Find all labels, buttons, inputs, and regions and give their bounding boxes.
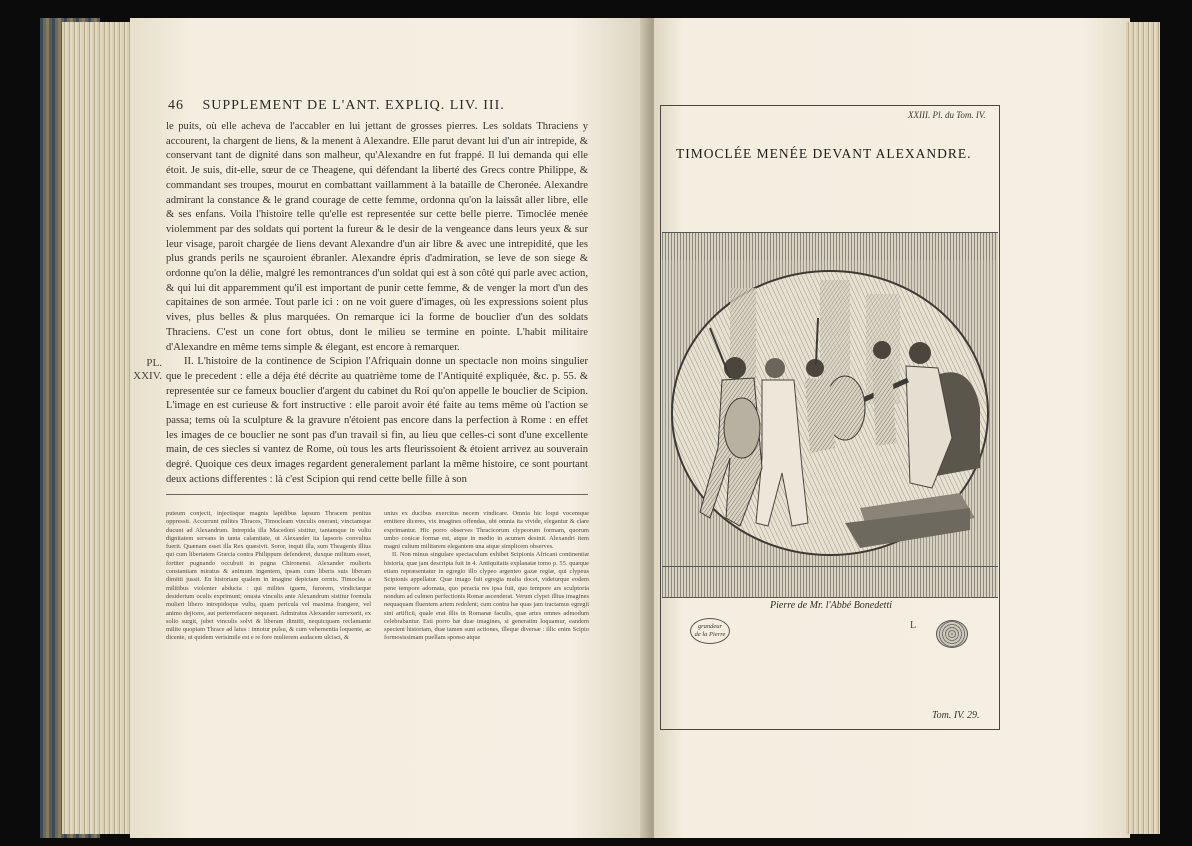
french-body-text [166, 120, 588, 488]
latin-column-right [384, 510, 589, 643]
cartouche-line: de la Pierre [694, 631, 726, 638]
page-edges-right [1126, 22, 1160, 834]
body-paragraph: le puits, où elle acheva de l'accabler en lui jettant de grosses pierres. Les soldats Thraciens y accourent, la chargent de liens, & la menent à Alexandre. Elle parut devant lui d'un air intrepide, & conservant tant de dignité dans son malheur, qu'Alexandre en fut frappé. Il lui demanda qui elle étoit. Je suis, dit-elle, sœur de ce Theagene, qui défendant la liberté des Grecs contre Philippe, & commandant ses troupes, mourut en combattant vaillamment à la bataille de Cheronée. Alexandre admirant la constance & le grand courage de cette femme, ordonna qu'on la laissât aller libre, elle & ses enfans. Voila l'histoire telle qu'elle est representée sur cette belle pierre. Timoclée menée violemment par des soldats qui portent la fureur & le desir de la vengeance dans leurs yeux & sur leur visage, paroit chargée de liens devant Alexandre d'un air libre & avec une intrepidité, que les plus grands perils ne sçauroient ébranler. Alexandre épris d'admiration, se leve de son siege & ordonne qu'on la délie, malgré les remontrances d'un soldat qui est à son côté qui parle avec action, & qui lui dit apparemment qu'il est important de punir cette femme, & de venger la mort d'un des capitaines de son armée. Tout parle ici : on ne voit guere d'images, où les expressions soient plus vives, plus belles & plus marquées. On remarque ici la forme de bouclier d'un des soldats Thraciens. C'est un cone fort obtus, dont le milieu se termine en pointe. L'habit militaire d'Alexandre en même tems simple & élegant, est encore à remarquer. [166, 121, 588, 353]
latin-paragraph: unius ex ducibus exercitus necem vindicare. Omnia hic loqui vocemque emittere diceres, vix imagines offendas, ubi omnia ita vivide, elegantur & clare exprimantur. Hic porro observes Thracicorum clypeorum formam, quorum umbo conicæ formæ est, atque in medio in acumen desinit. Alexandri item magni cultum militarem elegantem una atque simplicem observes. [384, 510, 589, 551]
footnote-rule [166, 494, 588, 495]
plate-caption: Pierre de Mr. l'Abbé Bonedetti [770, 600, 893, 611]
plate-title: TIMOCLÉE MENÉE DEVANT ALEXANDRE. [676, 146, 972, 161]
plate-top-band [662, 232, 998, 262]
running-head-title: SUPPLEMENT DE L'ANT. EXPLIQ. LIV. III. [202, 98, 505, 113]
page-number: 46 [168, 98, 184, 113]
margin-note-line: PL. [146, 357, 162, 369]
plate-margin-note [124, 357, 162, 383]
plate-reference: XXIII. Pl. du Tom. IV. [908, 110, 986, 120]
running-header [168, 98, 588, 114]
volume-page-reference: Tom. IV. 29. [932, 710, 980, 721]
gem-seal-image [936, 620, 968, 648]
latin-column-left [166, 510, 371, 643]
size-cartouche [690, 618, 730, 644]
oval-medallion [670, 268, 990, 558]
latin-paragraph: II. Non minus singulare spectaculum exhibet Scipionis Africani continentiæ historia, quæ jam descripta fuit in 4. Antiquitatis explanatæ tomo p. 55. quæque etiam repræsentatur in egregio illo clypeo argenteo gazæ regiæ, qui clypeus Scipionis appellatur. Quæ imago fuit egregia multa docet, videturque eodem pene tempore adornata, quo peracta res ipsa fuit, quo tempore ars sculptoria nondum ad culmen perfectionis Romæ ascenderat. Verum clypei illius imagines nequaquam fluentem artem redolent; cum contra hæ quas jam tractamus egregii sint artificii, quale erat illis in Romanæ faculis, quæ artes omnes admodum celebrabantur. Esti porro hæ duæ imagines, si generatim loquamur, eandem spectent historiam, duæ tamen sunt actiones, illeque diversæ : illic enim Scipio formosissimam puellam sponso atque [384, 551, 589, 642]
margin-note-line: XXIV. [133, 370, 162, 382]
engraving-scene [662, 260, 998, 566]
page-edges-left [62, 22, 132, 834]
body-paragraph: II. L'histoire de la continence de Scipion l'Afriquain donne un spectacle non moins singulier que le precedent : elle a déja été décrite au quatrième tome de l'Antiquité expliquée, &c. p. 55. & representée sur ce fameux bouclier d'argent du cabinet du Roi qu'on appelle le bouclier de Scipion. L'image en est curieuse & fort instructive : elle paroit avoir été faite au tems même où l'action se passa; tems où la sculpture & la gravure n'étoient pas encore dans la perfection à Rome : en effet les images de ce bouclier ne sont pas d'un travail si fin, au lieu que celles-ci sont d'une excellente main, de ces siecles si vantez de Rome, où tous les arts fleurissoient & étoient arrivez au souverain degré. Quoique ces deux images regardent generalement parlant la même histoire, ce sont pourtant deux actions differentes : là c'est Scipion qui rend cette belle fille à son [166, 356, 588, 485]
plate-bottom-band [662, 566, 998, 598]
latin-paragraph: puteum conjecit, injectisque magnis lapidibus lapsum Thracem penitus oppressit. Accurrunt milites Thraces, Timocleam vinculis onerant, vinctamque ducunt ad Alexandrum. Intrepida illa Macedoni sistitur, tantamque in vultu dignitatem servans in tanta calamitate, ut Alexander ita lapsoris convultus fuerit. Quænam esset illa Rex quæsivit. Soror, inquit illa, sum Theagenis illius qui cum libertatem Græcia contra Philippum defenderet, duxque militum esset, fortiter pugnando occubuit in pugna Chironensi. Alexander mulieris constantiam miratus & animum ingentem, ipsam cum liberis suis liberam dimitti jussit. En historiam qualem in imagine depictam cernis. Timoclea a militibus violenter abducta : qui milites iguem, furorem, vindictæque desiderium oculis exprimunt; onusta vinculis ante Alexandrum sistitur formula mulieri libero intrepidoque vultu, quam pericula vel maxima frangere, vel animo dejicere, aut perterrefacere nequeant. Admiratus Alexander surrexerit, ex solio surgit, jubet vinculis solvi & liberam dimitti, nequicquam reclamante milite quopiam Thrace ad latus : innotur pulsu, & cum vehementia loquente, ac dicente, ut quidem verisimile est e re fore mulierem audacem ulcisci, & [166, 510, 371, 642]
cartouche-line: grandeur [697, 623, 723, 630]
engraver-mark: L [910, 620, 917, 631]
